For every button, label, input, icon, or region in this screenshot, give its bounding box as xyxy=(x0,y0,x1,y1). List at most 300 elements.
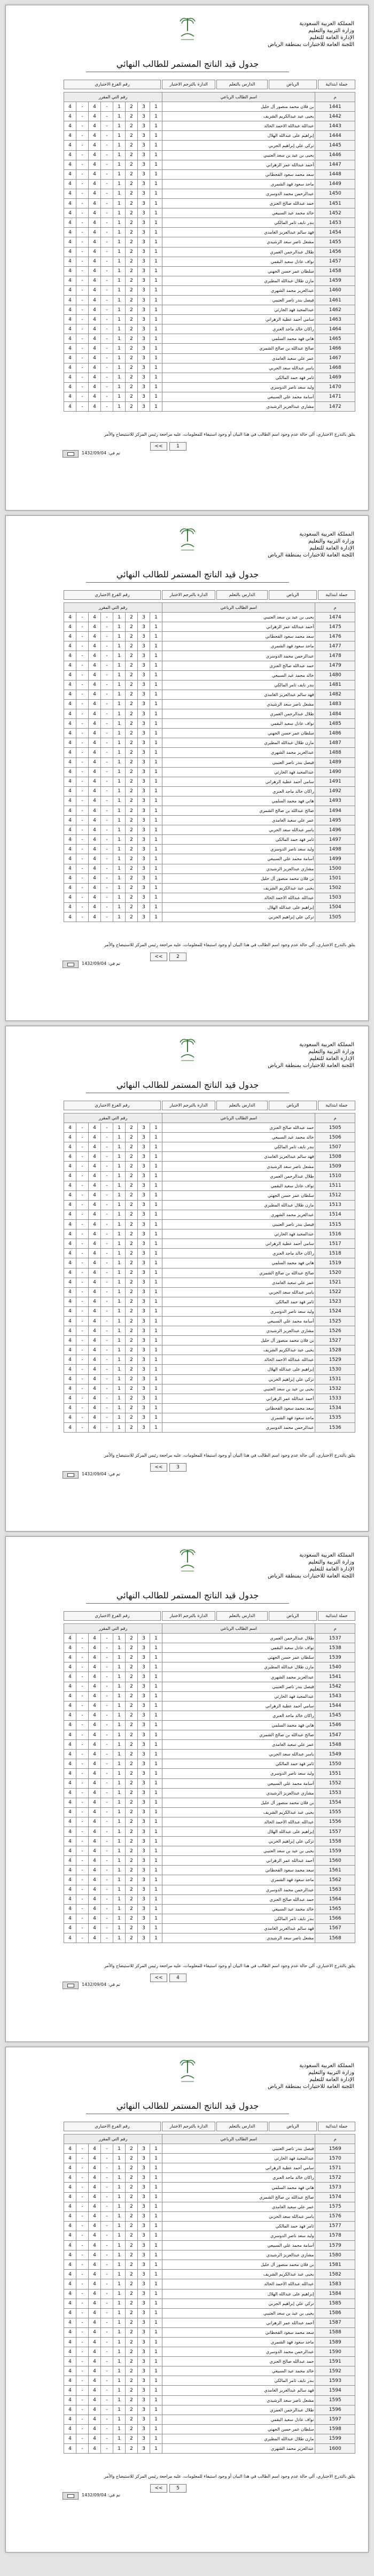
score-cell: - xyxy=(76,1759,89,1769)
table-row[interactable] xyxy=(64,1750,355,1759)
table-row[interactable] xyxy=(64,699,355,709)
page-number-button[interactable]: 5 xyxy=(169,2484,186,2493)
score-cell: 3 xyxy=(138,748,150,757)
student-number: 1587 xyxy=(315,2318,355,2327)
table-row[interactable] xyxy=(64,1403,355,1413)
header-line: اللجنة العامة للاختبارات بمنطقة الرياض xyxy=(268,42,354,48)
table-row[interactable] xyxy=(64,738,355,748)
score-cell: - xyxy=(101,324,113,334)
score-cell: 1 xyxy=(150,661,162,670)
region-selector[interactable]: الرياض xyxy=(269,2122,317,2131)
table-row[interactable] xyxy=(64,1171,355,1181)
table-row[interactable] xyxy=(64,2211,355,2221)
student-number: 1556 xyxy=(315,1817,355,1827)
table-row[interactable] xyxy=(64,324,355,334)
student-name: سعد محمد سعود القحطاني xyxy=(162,1403,315,1413)
table-row[interactable] xyxy=(64,1423,355,1433)
table-row[interactable] xyxy=(64,690,355,699)
student-name: هاني فهد محمد السلمي xyxy=(162,334,315,344)
student-number: 1530 xyxy=(315,1365,355,1374)
table-row[interactable] xyxy=(64,392,355,401)
stage-selector[interactable]: جملة ابتدائية xyxy=(318,1101,355,1110)
score-cell: 4 xyxy=(64,1210,76,1219)
score-cell: 4 xyxy=(64,729,76,738)
printer-icon xyxy=(67,1984,74,1987)
print-button[interactable] xyxy=(63,2492,79,2500)
table-row[interactable] xyxy=(64,1701,355,1711)
score-cell: 4 xyxy=(89,806,101,815)
score-cell: - xyxy=(76,1856,89,1866)
table-row[interactable] xyxy=(64,1817,355,1827)
region-selector[interactable]: الرياض xyxy=(269,1611,317,1621)
stage-selector[interactable]: جملة ابتدائية xyxy=(318,1611,355,1621)
print-button[interactable] xyxy=(63,1471,79,1479)
table-row[interactable] xyxy=(64,179,355,189)
table-row[interactable] xyxy=(64,873,355,883)
table-row[interactable] xyxy=(64,1249,355,1258)
table-row[interactable] xyxy=(64,2424,355,2434)
table-row[interactable] xyxy=(64,796,355,806)
region-selector[interactable]: الرياض xyxy=(269,80,317,89)
table-row[interactable] xyxy=(64,1306,355,1316)
student-name: وليد سعد ناصر الدوسري xyxy=(162,845,315,854)
score-cell: 4 xyxy=(89,2260,101,2270)
table-row[interactable] xyxy=(64,1210,355,1219)
table-row[interactable] xyxy=(64,680,355,690)
table-row[interactable] xyxy=(64,1142,355,1152)
table-row[interactable] xyxy=(64,651,355,661)
study-mode-selector[interactable]: الدارس بالتعلم xyxy=(216,2122,268,2131)
prev-page-button[interactable]: << xyxy=(150,442,167,451)
student-name: فهد سالم عبدالعزيز الغامدي xyxy=(162,1152,315,1162)
table-row[interactable] xyxy=(64,150,355,160)
table-row[interactable] xyxy=(64,786,355,796)
table-row[interactable] xyxy=(64,2250,355,2260)
table-row[interactable] xyxy=(64,102,355,112)
branch-selector[interactable]: رقم الفرع الاختباري xyxy=(64,1611,161,1621)
student-number: 1528 xyxy=(315,1345,355,1355)
student-number: 1551 xyxy=(315,1769,355,1778)
student-name: مازن طلال عبدالله المطيري xyxy=(162,2434,315,2443)
table-row[interactable] xyxy=(64,285,355,295)
table-row[interactable] xyxy=(64,2434,355,2443)
score-cell: 1 xyxy=(113,1643,126,1653)
score-cell: 3 xyxy=(138,218,150,228)
exam-period-selector[interactable]: الدارة بالترجم الاختبار xyxy=(162,1611,215,1621)
table-row[interactable] xyxy=(64,2270,355,2279)
table-row[interactable] xyxy=(64,363,355,373)
table-row[interactable] xyxy=(64,257,355,266)
table-row[interactable] xyxy=(64,2415,355,2424)
table-row[interactable] xyxy=(64,1181,355,1190)
score-cell: 3 xyxy=(138,2270,150,2279)
score-cell: 1 xyxy=(150,1817,162,1827)
table-row[interactable] xyxy=(64,1759,355,1769)
table-row[interactable] xyxy=(64,1682,355,1691)
table-row[interactable] xyxy=(64,1846,355,1856)
table-row[interactable] xyxy=(64,912,355,922)
table-row[interactable] xyxy=(64,757,355,767)
page-number-button[interactable]: 4 xyxy=(169,1974,186,1982)
table-row[interactable] xyxy=(64,1345,355,1355)
disclaimer-note: يتلق بالتدرج الاختباري، ألي حالة عدم وجود اسم الطالب في هذا البيان أو وجود استيفاء للمعلومات، عليه مراجعة رئيس المركز للاستيضاح والأمر xyxy=(104,1453,355,1458)
table-row[interactable] xyxy=(64,1662,355,1672)
table-row[interactable] xyxy=(64,893,355,902)
table-row[interactable] xyxy=(64,382,355,392)
table-row[interactable] xyxy=(64,402,355,412)
table-row[interactable] xyxy=(64,237,355,247)
table-row[interactable] xyxy=(64,1123,355,1133)
table-row[interactable] xyxy=(64,845,355,854)
table-row[interactable] xyxy=(64,141,355,150)
table-row[interactable] xyxy=(64,1365,355,1374)
score-cell: - xyxy=(101,1297,113,1306)
table-row[interactable] xyxy=(64,2318,355,2327)
table-row[interactable] xyxy=(64,1827,355,1836)
score-cell: 1 xyxy=(113,816,126,825)
score-cell: 4 xyxy=(64,1316,76,1326)
table-row[interactable] xyxy=(64,1923,355,1933)
prev-page-button[interactable]: << xyxy=(150,953,167,961)
table-row[interactable] xyxy=(64,1914,355,1923)
score-cell: 2 xyxy=(126,1239,138,1249)
prev-page-button[interactable]: << xyxy=(150,1463,167,1472)
study-mode-selector[interactable]: الدارس بالتعلم xyxy=(216,590,268,600)
table-row[interactable] xyxy=(64,709,355,719)
table-row[interactable] xyxy=(64,2308,355,2318)
table-row[interactable] xyxy=(64,112,355,121)
disclaimer-note: يتلق بالتدرج الاختباري، ألي حالة عدم وجود اسم الطالب في هذا البيان أو وجود استيفاء للمعلومات، عليه مراجعة رئيس المركز للاستيضاح والأمر xyxy=(104,2474,355,2479)
exam-period-selector[interactable]: الدارة بالترجم الاختبار xyxy=(162,2122,215,2131)
table-row[interactable] xyxy=(64,1769,355,1778)
table-row[interactable] xyxy=(64,1711,355,1720)
score-cell: 3 xyxy=(138,1885,150,1894)
branch-selector[interactable]: رقم الفرع الاختباري xyxy=(64,80,161,89)
table-row[interactable] xyxy=(64,1807,355,1817)
table-row[interactable] xyxy=(64,131,355,141)
table-row[interactable] xyxy=(64,2202,355,2211)
student-name: مشاري عبدالعزيز الرشيدي xyxy=(162,2250,315,2260)
score-cell: - xyxy=(76,883,89,893)
table-row[interactable] xyxy=(64,1778,355,1788)
score-cell: - xyxy=(76,893,89,902)
table-row[interactable] xyxy=(64,2366,355,2376)
table-row[interactable] xyxy=(64,641,355,651)
table-row[interactable] xyxy=(64,1133,355,1142)
table-row[interactable] xyxy=(64,208,355,218)
table-row[interactable] xyxy=(64,1239,355,1249)
table-row[interactable] xyxy=(64,2144,355,2154)
table-row[interactable] xyxy=(64,266,355,276)
table-row[interactable] xyxy=(64,1740,355,1750)
score-cell: 4 xyxy=(64,237,76,247)
score-cell: 1 xyxy=(113,247,126,257)
table-row[interactable] xyxy=(64,2231,355,2240)
score-cell: 2 xyxy=(126,2395,138,2405)
score-cell: 1 xyxy=(113,902,126,912)
pagination xyxy=(150,1460,189,1469)
score-cell: 2 xyxy=(126,1807,138,1817)
table-row[interactable] xyxy=(64,1258,355,1268)
table-row[interactable] xyxy=(64,622,355,632)
table-row[interactable] xyxy=(64,2357,355,2366)
table-row[interactable] xyxy=(64,864,355,873)
table-row[interactable] xyxy=(64,1162,355,1171)
score-cell: 4 xyxy=(89,748,101,757)
student-name: يحيى عبد عبدالكريم الشريف xyxy=(162,1345,315,1355)
score-cell: 1 xyxy=(150,873,162,883)
score-cell: - xyxy=(76,2347,89,2357)
exam-period-selector[interactable]: الدارة بالترجم الاختبار xyxy=(162,590,215,600)
table-row[interactable] xyxy=(64,1720,355,1730)
region-selector[interactable]: الرياض xyxy=(269,590,317,600)
score-cell: 3 xyxy=(138,1643,150,1653)
table-row[interactable] xyxy=(64,613,355,622)
score-cell: 1 xyxy=(150,777,162,786)
table-row[interactable] xyxy=(64,305,355,315)
table-row[interactable] xyxy=(64,729,355,738)
table-row[interactable] xyxy=(64,854,355,864)
table-row[interactable] xyxy=(64,661,355,670)
table-row[interactable] xyxy=(64,2444,355,2454)
table-row[interactable] xyxy=(64,189,355,198)
branch-selector[interactable]: رقم الفرع الاختباري xyxy=(64,2122,161,2131)
table-row[interactable] xyxy=(64,2395,355,2405)
score-cell: - xyxy=(76,835,89,845)
prev-page-button[interactable]: << xyxy=(150,2484,167,2493)
student-name: بن فلان محمد منصور آل خليل xyxy=(162,873,315,883)
student-name: ياسر عبدالله سعد الحربي xyxy=(162,2211,315,2221)
table-row[interactable] xyxy=(64,2347,355,2357)
score-cell: 4 xyxy=(64,112,76,121)
table-row[interactable] xyxy=(64,1326,355,1336)
score-cell: 1 xyxy=(150,2327,162,2337)
table-row[interactable] xyxy=(64,315,355,324)
table-row[interactable] xyxy=(64,2154,355,2163)
table-row[interactable] xyxy=(64,228,355,237)
student-name: يحيى عبد عبدالكريم الشريف xyxy=(162,112,315,121)
score-cell: 4 xyxy=(64,2327,76,2337)
region-selector[interactable]: الرياض xyxy=(269,1101,317,1110)
score-cell: - xyxy=(76,1914,89,1923)
table-row[interactable] xyxy=(64,1297,355,1306)
score-cell: 4 xyxy=(89,305,101,315)
study-mode-selector[interactable]: الدارس بالتعلم xyxy=(216,80,268,89)
table-row[interactable] xyxy=(64,1856,355,1866)
table-row[interactable] xyxy=(64,1229,355,1239)
exam-period-selector[interactable]: الدارة بالترجم الاختبار xyxy=(162,80,215,89)
score-cell: - xyxy=(76,622,89,632)
score-cell: 4 xyxy=(64,1162,76,1171)
table-row[interactable] xyxy=(64,1866,355,1875)
table-row[interactable] xyxy=(64,334,355,344)
table-row[interactable] xyxy=(64,1894,355,1904)
table-row[interactable] xyxy=(64,1885,355,1894)
score-cell: 1 xyxy=(150,1403,162,1413)
stage-selector[interactable]: جملة ابتدائية xyxy=(318,590,355,600)
student-name: ثامر فهد حمد المالكي xyxy=(162,835,315,845)
score-cell: 1 xyxy=(113,2357,126,2366)
table-row[interactable] xyxy=(64,777,355,786)
table-row[interactable] xyxy=(64,1355,355,1365)
table-row[interactable] xyxy=(64,373,355,382)
score-cell: - xyxy=(76,1750,89,1759)
table-row[interactable] xyxy=(64,825,355,835)
score-cell: 1 xyxy=(150,1316,162,1326)
score-cell: 1 xyxy=(150,2221,162,2231)
table-row[interactable] xyxy=(64,1672,355,1682)
page-number-button[interactable]: 3 xyxy=(169,1463,186,1472)
score-cell: 2 xyxy=(126,1200,138,1210)
table-row[interactable] xyxy=(64,344,355,353)
table-row[interactable] xyxy=(64,1413,355,1422)
table-row[interactable] xyxy=(64,2327,355,2337)
student-name: عبدالرحمن محمد الدوسري xyxy=(162,1885,315,1894)
header-line: وزارة التربية والتعليم xyxy=(308,2070,354,2076)
table-row[interactable] xyxy=(64,2221,355,2231)
prev-page-button[interactable]: << xyxy=(150,1974,167,1982)
table-row[interactable] xyxy=(64,2376,355,2386)
table-row[interactable] xyxy=(64,816,355,825)
table-row[interactable] xyxy=(64,2260,355,2270)
score-cell: 2 xyxy=(126,131,138,141)
table-row[interactable] xyxy=(64,1788,355,1798)
table-row[interactable] xyxy=(64,1278,355,1287)
table-row[interactable] xyxy=(64,247,355,257)
table-row[interactable] xyxy=(64,1643,355,1653)
score-cell: 4 xyxy=(64,1691,76,1701)
page-number-button[interactable]: 1 xyxy=(169,442,186,451)
score-cell: 4 xyxy=(89,1923,101,1933)
table-row[interactable] xyxy=(64,353,355,363)
score-cell: 2 xyxy=(126,1827,138,1836)
table-row[interactable] xyxy=(64,2183,355,2192)
score-cell: 4 xyxy=(89,1210,101,1219)
score-cell: - xyxy=(76,1904,89,1914)
score-cell: 1 xyxy=(150,1720,162,1730)
score-cell: 2 xyxy=(126,344,138,353)
table-row[interactable] xyxy=(64,1933,355,1943)
header-line: الإدارة العامة للتعليم xyxy=(309,35,354,41)
table-row[interactable] xyxy=(64,1798,355,1807)
score-cell: - xyxy=(101,353,113,363)
student-name: طلال عبدالرحمن العمري xyxy=(162,1634,315,1643)
table-row[interactable] xyxy=(64,1837,355,1846)
table-row[interactable] xyxy=(64,2173,355,2183)
table-row[interactable] xyxy=(64,2192,355,2202)
table-row[interactable] xyxy=(64,1200,355,1210)
table-row[interactable] xyxy=(64,121,355,131)
table-row[interactable] xyxy=(64,835,355,845)
score-cell: 4 xyxy=(89,2163,101,2173)
score-cell: - xyxy=(76,1817,89,1827)
study-mode-selector[interactable]: الدارس بالتعلم xyxy=(216,1611,268,1621)
table-row[interactable] xyxy=(64,1394,355,1403)
branch-selector[interactable]: رقم الفرع الاختباري xyxy=(64,1101,161,1110)
branch-selector[interactable]: رقم الفرع الاختباري xyxy=(64,590,161,600)
print-button[interactable] xyxy=(63,1982,79,1989)
score-cell: 4 xyxy=(64,1384,76,1394)
table-row[interactable] xyxy=(64,276,355,285)
score-cell: - xyxy=(76,661,89,670)
score-cell: - xyxy=(101,2211,113,2221)
table-row[interactable] xyxy=(64,169,355,179)
table-row[interactable] xyxy=(64,1268,355,1278)
table-row[interactable] xyxy=(64,806,355,815)
table-row[interactable] xyxy=(64,719,355,729)
table-row[interactable] xyxy=(64,1220,355,1229)
table-row[interactable] xyxy=(64,2405,355,2415)
table-row[interactable] xyxy=(64,883,355,893)
table-row[interactable] xyxy=(64,670,355,680)
score-cell: 2 xyxy=(126,1278,138,1287)
student-name: صالح عبدالله بن صالح الشمري xyxy=(162,2192,315,2202)
table-row[interactable] xyxy=(64,1904,355,1914)
table-row[interactable] xyxy=(64,295,355,305)
score-cell: 3 xyxy=(138,2163,150,2173)
student-name: مازن طلال عبدالله المطيري xyxy=(162,276,315,285)
score-cell: 2 xyxy=(126,1220,138,1229)
score-cell: 2 xyxy=(126,1394,138,1403)
table-row[interactable] xyxy=(64,2241,355,2250)
page-number-button[interactable]: 2 xyxy=(169,953,186,961)
table-row[interactable] xyxy=(64,767,355,777)
stage-selector[interactable]: جملة ابتدائية xyxy=(318,2122,355,2131)
table-row[interactable] xyxy=(64,1384,355,1394)
student-number: 1497 xyxy=(315,835,355,845)
table-row[interactable] xyxy=(64,1316,355,1326)
table-row[interactable] xyxy=(64,199,355,208)
table-row[interactable] xyxy=(64,1634,355,1643)
student-number: 1460 xyxy=(315,285,355,295)
score-cell: - xyxy=(101,1220,113,1229)
table-row[interactable] xyxy=(64,902,355,912)
table-row[interactable] xyxy=(64,2337,355,2347)
print-button[interactable] xyxy=(63,961,79,968)
table-row[interactable] xyxy=(64,2163,355,2173)
table-row[interactable] xyxy=(64,1730,355,1740)
score-cell: - xyxy=(76,2241,89,2250)
table-row[interactable] xyxy=(64,2289,355,2299)
table-row[interactable] xyxy=(64,1691,355,1701)
table-row[interactable] xyxy=(64,748,355,757)
score-cell: 4 xyxy=(89,1394,101,1403)
table-row[interactable] xyxy=(64,1336,355,1345)
table-row[interactable] xyxy=(64,1190,355,1200)
score-cell: 4 xyxy=(64,883,76,893)
stage-selector[interactable]: جملة ابتدائية xyxy=(318,80,355,89)
table-row[interactable] xyxy=(64,1875,355,1885)
table-row[interactable] xyxy=(64,1374,355,1384)
table-row[interactable] xyxy=(64,632,355,641)
table-row[interactable] xyxy=(64,2279,355,2289)
student-name: فيصل بندر ناصر العتيبي xyxy=(162,295,315,305)
table-row[interactable] xyxy=(64,160,355,169)
table-row[interactable] xyxy=(64,1287,355,1297)
table-row[interactable] xyxy=(64,218,355,228)
score-cell: 1 xyxy=(150,854,162,864)
table-row[interactable] xyxy=(64,1152,355,1162)
table-row[interactable] xyxy=(64,1653,355,1662)
score-cell: 3 xyxy=(138,247,150,257)
exam-period-selector[interactable]: الدارة بالترجم الاختبار xyxy=(162,1101,215,1110)
study-mode-selector[interactable]: الدارس بالتعلم xyxy=(216,1101,268,1110)
table-row[interactable] xyxy=(64,2386,355,2395)
table-row[interactable] xyxy=(64,2299,355,2308)
print-button[interactable] xyxy=(63,450,79,458)
student-name: أحمد عبدالله عمر الزهراني xyxy=(162,160,315,169)
score-cell: 4 xyxy=(64,1423,76,1433)
